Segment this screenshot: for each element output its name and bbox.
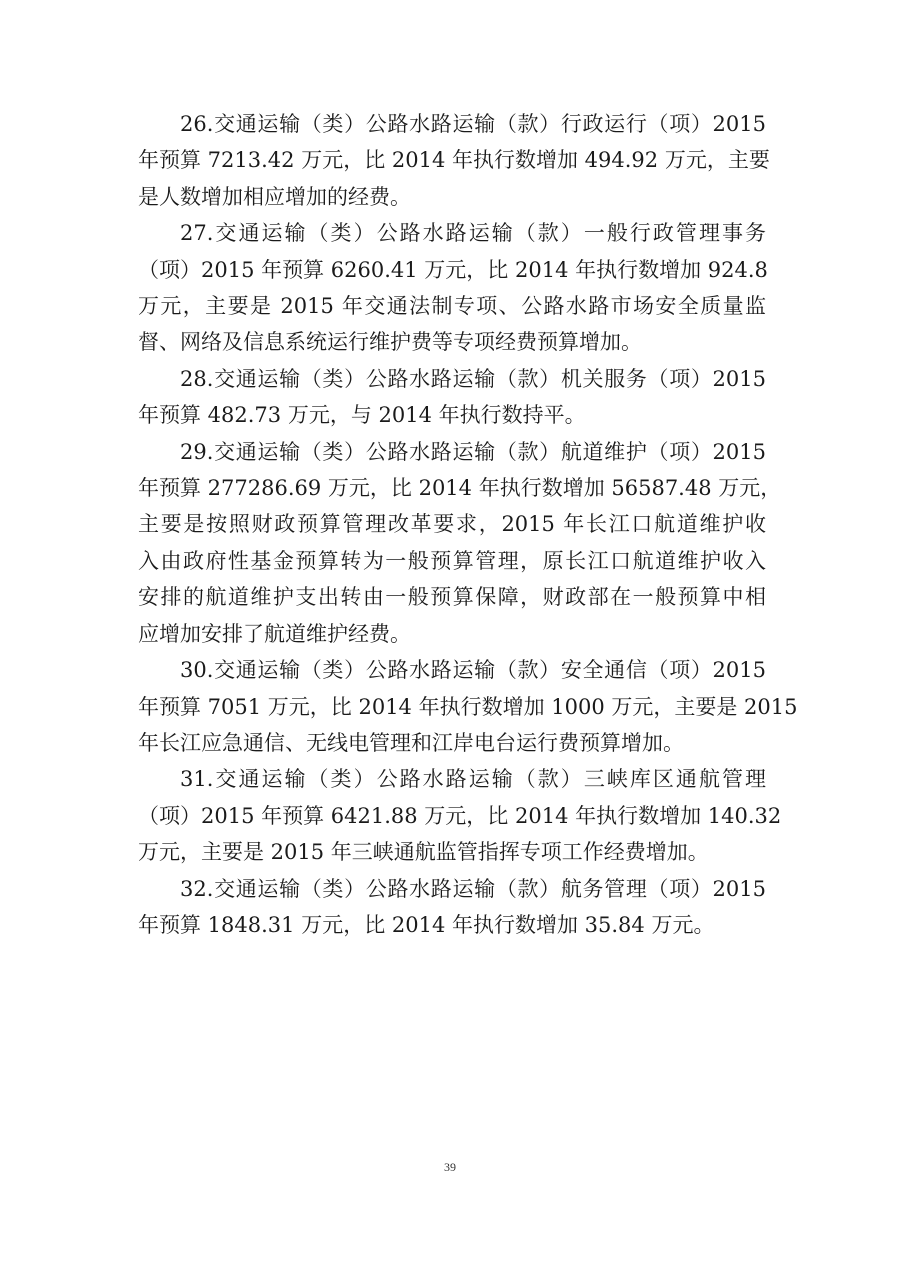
paragraph-32 bbox=[138, 871, 766, 944]
paragraph-line: 31.交通运输（类）公路水路运输（款）三峡库区通航管理 bbox=[180, 767, 766, 792]
paragraph-line: 主要是按照财政预算管理改革要求，2015 年长江口航道维护收 bbox=[138, 512, 766, 537]
paragraph-line: 年长江应急通信、无线电管理和江岸电台运行费预算增加。 bbox=[138, 730, 684, 755]
paragraph-line: 督、网络及信息系统运行维护费等专项经费预算增加。 bbox=[138, 330, 642, 355]
paragraph-26 bbox=[138, 106, 770, 215]
paragraph-line: 年预算 7213.42 万元，比 2014 年执行数增加 494.92 万元，主要 bbox=[138, 148, 770, 173]
paragraph-line: 27.交通运输（类）公路水路运输（款）一般行政管理事务 bbox=[180, 221, 766, 246]
paragraph-30 bbox=[138, 652, 798, 761]
paragraph-27 bbox=[138, 215, 766, 361]
paragraph-line: 万元，主要是 2015 年交通法制专项、公路水路市场安全质量监 bbox=[138, 294, 766, 319]
paragraph-line: 26.交通运输（类）公路水路运输（款）行政运行（项）2015 bbox=[180, 112, 766, 136]
paragraph-31 bbox=[138, 761, 782, 870]
paragraph-line: 入由政府性基金预算转为一般预算管理，原长江口航道维护收入 bbox=[138, 548, 766, 573]
paragraph-line: 32.交通运输（类）公路水路运输（款）航务管理（项）2015 bbox=[180, 876, 766, 901]
page-number: 39 bbox=[444, 1160, 456, 1174]
paragraph-line: 年预算 482.73 万元，与 2014 年执行数持平。 bbox=[138, 403, 586, 428]
paragraph-line: （项）2015 年预算 6421.88 万元，比 2014 年执行数增加 140.32 bbox=[138, 803, 782, 828]
paragraph-line: 30.交通运输（类）公路水路运输（款）安全通信（项）2015 bbox=[180, 658, 766, 683]
paragraph-line: 安排的航道维护支出转由一般预算保障，财政部在一般预算中相 bbox=[138, 585, 766, 610]
paragraph-line: 应增加安排了航道维护经费。 bbox=[138, 621, 411, 646]
paragraph-29 bbox=[138, 434, 782, 652]
paragraph-line: 年预算 1848.31 万元，比 2014 年执行数增加 35.84 万元。 bbox=[138, 912, 715, 937]
paragraph-line: 年预算 277286.69 万元，比 2014 年执行数增加 56587.48 万元， bbox=[138, 476, 782, 501]
paragraph-line: 年预算 7051 万元，比 2014 年执行数增加 1000 万元，主要是 2015 bbox=[138, 694, 798, 719]
paragraph-line: 万元，主要是 2015 年三峡通航监管指挥专项工作经费增加。 bbox=[138, 840, 709, 865]
paragraph-line: 28.交通运输（类）公路水路运输（款）机关服务（项）2015 bbox=[180, 366, 766, 391]
paragraph-line: （项）2015 年预算 6260.41 万元，比 2014 年执行数增加 924.8 bbox=[138, 257, 768, 282]
document-body bbox=[138, 106, 798, 943]
paragraph-28 bbox=[138, 361, 766, 434]
paragraph-line: 是人数增加相应增加的经费。 bbox=[138, 184, 411, 209]
paragraph-line: 29.交通运输（类）公路水路运输（款）航道维护（项）2015 bbox=[180, 439, 766, 464]
